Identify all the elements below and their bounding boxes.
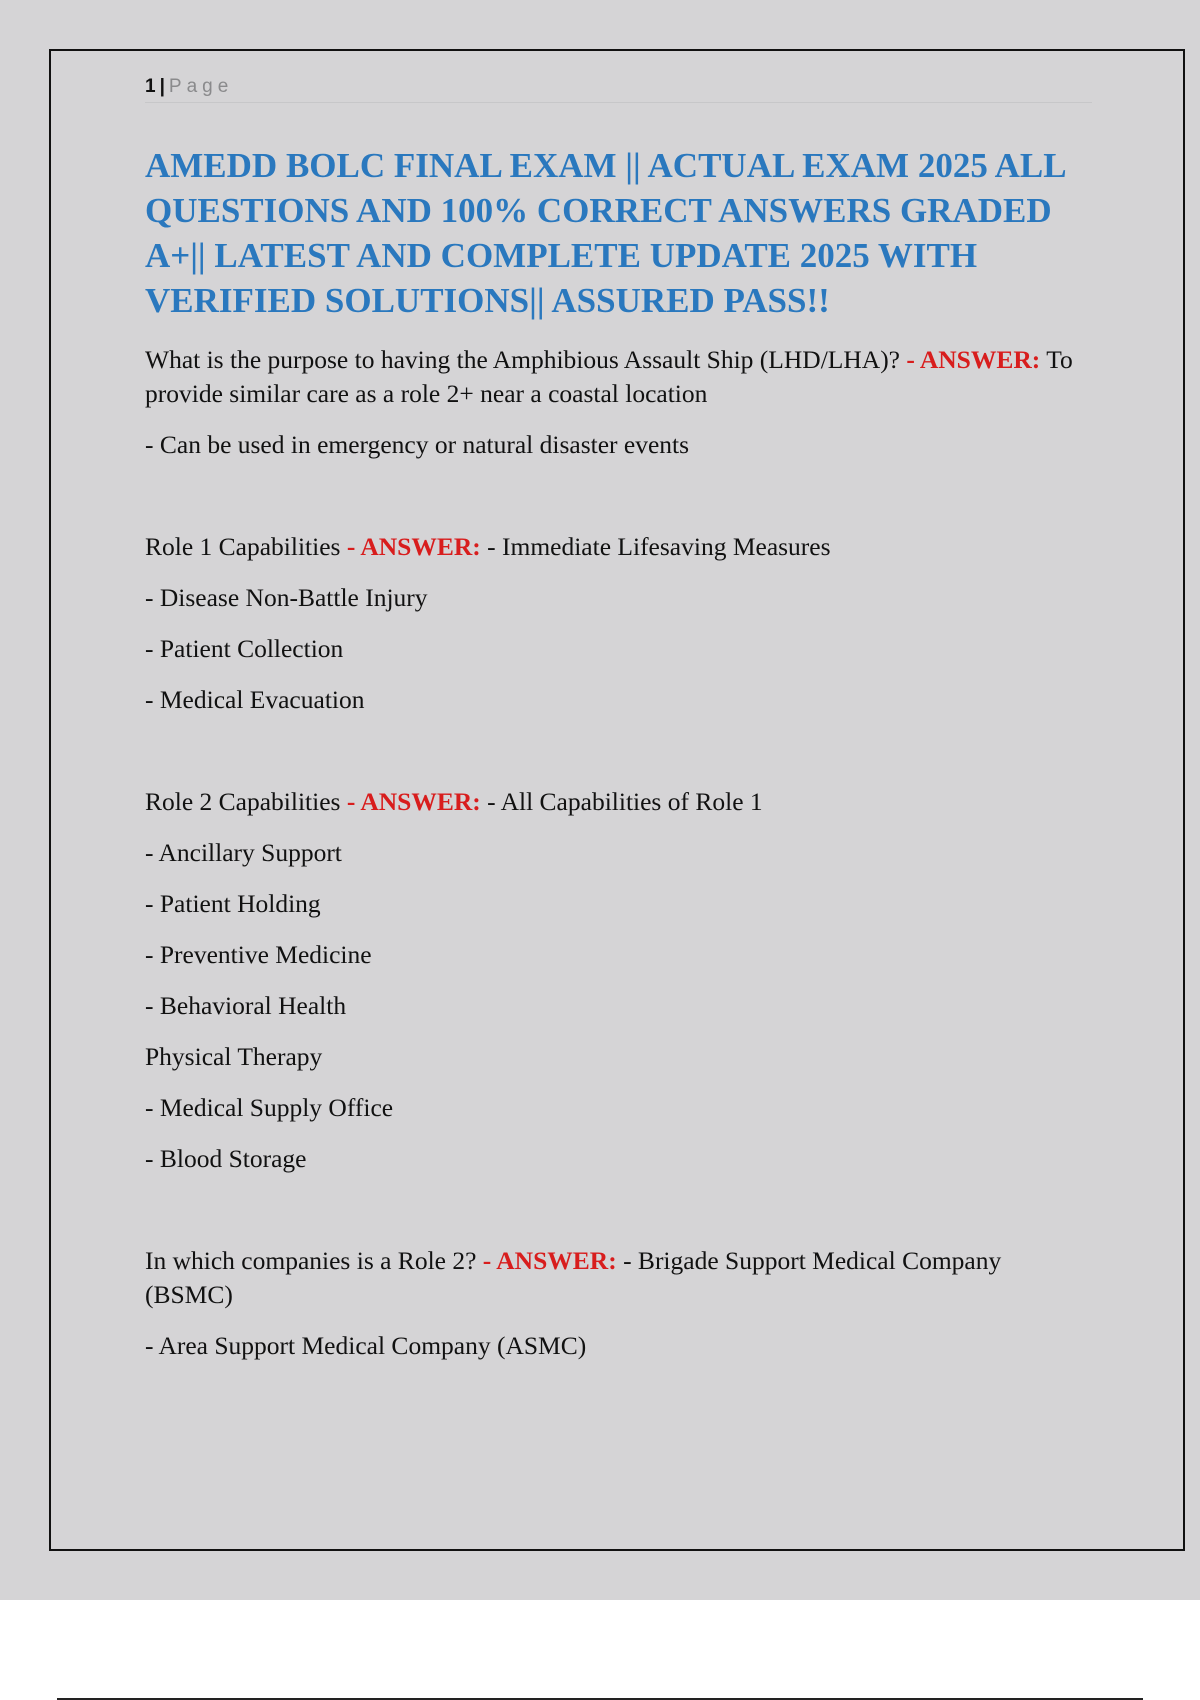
answer-line: - Behavioral Health — [145, 991, 347, 1020]
document-title: AMEDD BOLC FINAL EXAM || ACTUAL EXAM 2025 ALL QUESTIONS AND 100% CORRECT ANSWERS GRADED A+|| LATEST AND COMPLETE UPDATE 2025 WITH VERIFIED SOLUTIONS|| ASSURED PASS!! — [145, 146, 1065, 320]
qa-question-line — [145, 1244, 1005, 1312]
answer-marker: - ANSWER: — [346, 532, 481, 561]
answer-line: - Preventive Medicine — [145, 940, 372, 969]
answer-line: - Area Support Medical Company (ASMC) — [145, 1331, 587, 1360]
section-gap — [145, 734, 1105, 785]
qa-item — [145, 343, 1105, 462]
answer-text: - Brigade Support Medical Company (BSMC) — [145, 1246, 1002, 1309]
qa-item — [145, 1244, 1005, 1363]
answer-line: - Patient Collection — [145, 634, 344, 663]
page-number: 1 — [145, 76, 156, 97]
answer-marker: - ANSWER: — [906, 345, 1041, 374]
qa-item — [145, 785, 1105, 1176]
qa-item — [145, 530, 1105, 717]
page-separator: | — [159, 76, 165, 97]
document-content — [145, 143, 1105, 1380]
section-gap — [145, 1193, 1105, 1244]
answer-text: To provide similar care as a role 2+ near a coastal location — [145, 345, 1073, 408]
qa-question-line — [145, 785, 1105, 819]
qa-question-line — [145, 343, 1105, 411]
answer-line: - Ancillary Support — [145, 838, 342, 867]
answer-line: - Disease Non-Battle Injury — [145, 583, 428, 612]
question-text: Role 1 Capabilities — [145, 532, 341, 561]
answer-text: - All Capabilities of Role 1 — [487, 787, 763, 816]
page-header — [145, 74, 1092, 103]
question-text: What is the purpose to having the Amphibious Assault Ship (LHD/LHA)? — [145, 345, 901, 374]
page-word: Page — [168, 76, 234, 97]
answer-line: - Medical Supply Office — [145, 1093, 394, 1122]
answer-line: Physical Therapy — [145, 1042, 323, 1071]
answer-text: - Immediate Lifesaving Measures — [487, 532, 831, 561]
question-text: In which companies is a Role 2? — [145, 1246, 477, 1275]
section-gap — [145, 479, 1105, 530]
qa-question-line — [145, 530, 1105, 564]
answer-marker: - ANSWER: — [346, 787, 481, 816]
answer-line: - Medical Evacuation — [145, 685, 365, 714]
answer-line: - Blood Storage — [145, 1144, 307, 1173]
answer-marker: - ANSWER: — [482, 1246, 617, 1275]
answer-line: - Patient Holding — [145, 889, 321, 918]
question-text: Role 2 Capabilities — [145, 787, 341, 816]
answer-line: - Can be used in emergency or natural disaster events — [145, 430, 690, 459]
